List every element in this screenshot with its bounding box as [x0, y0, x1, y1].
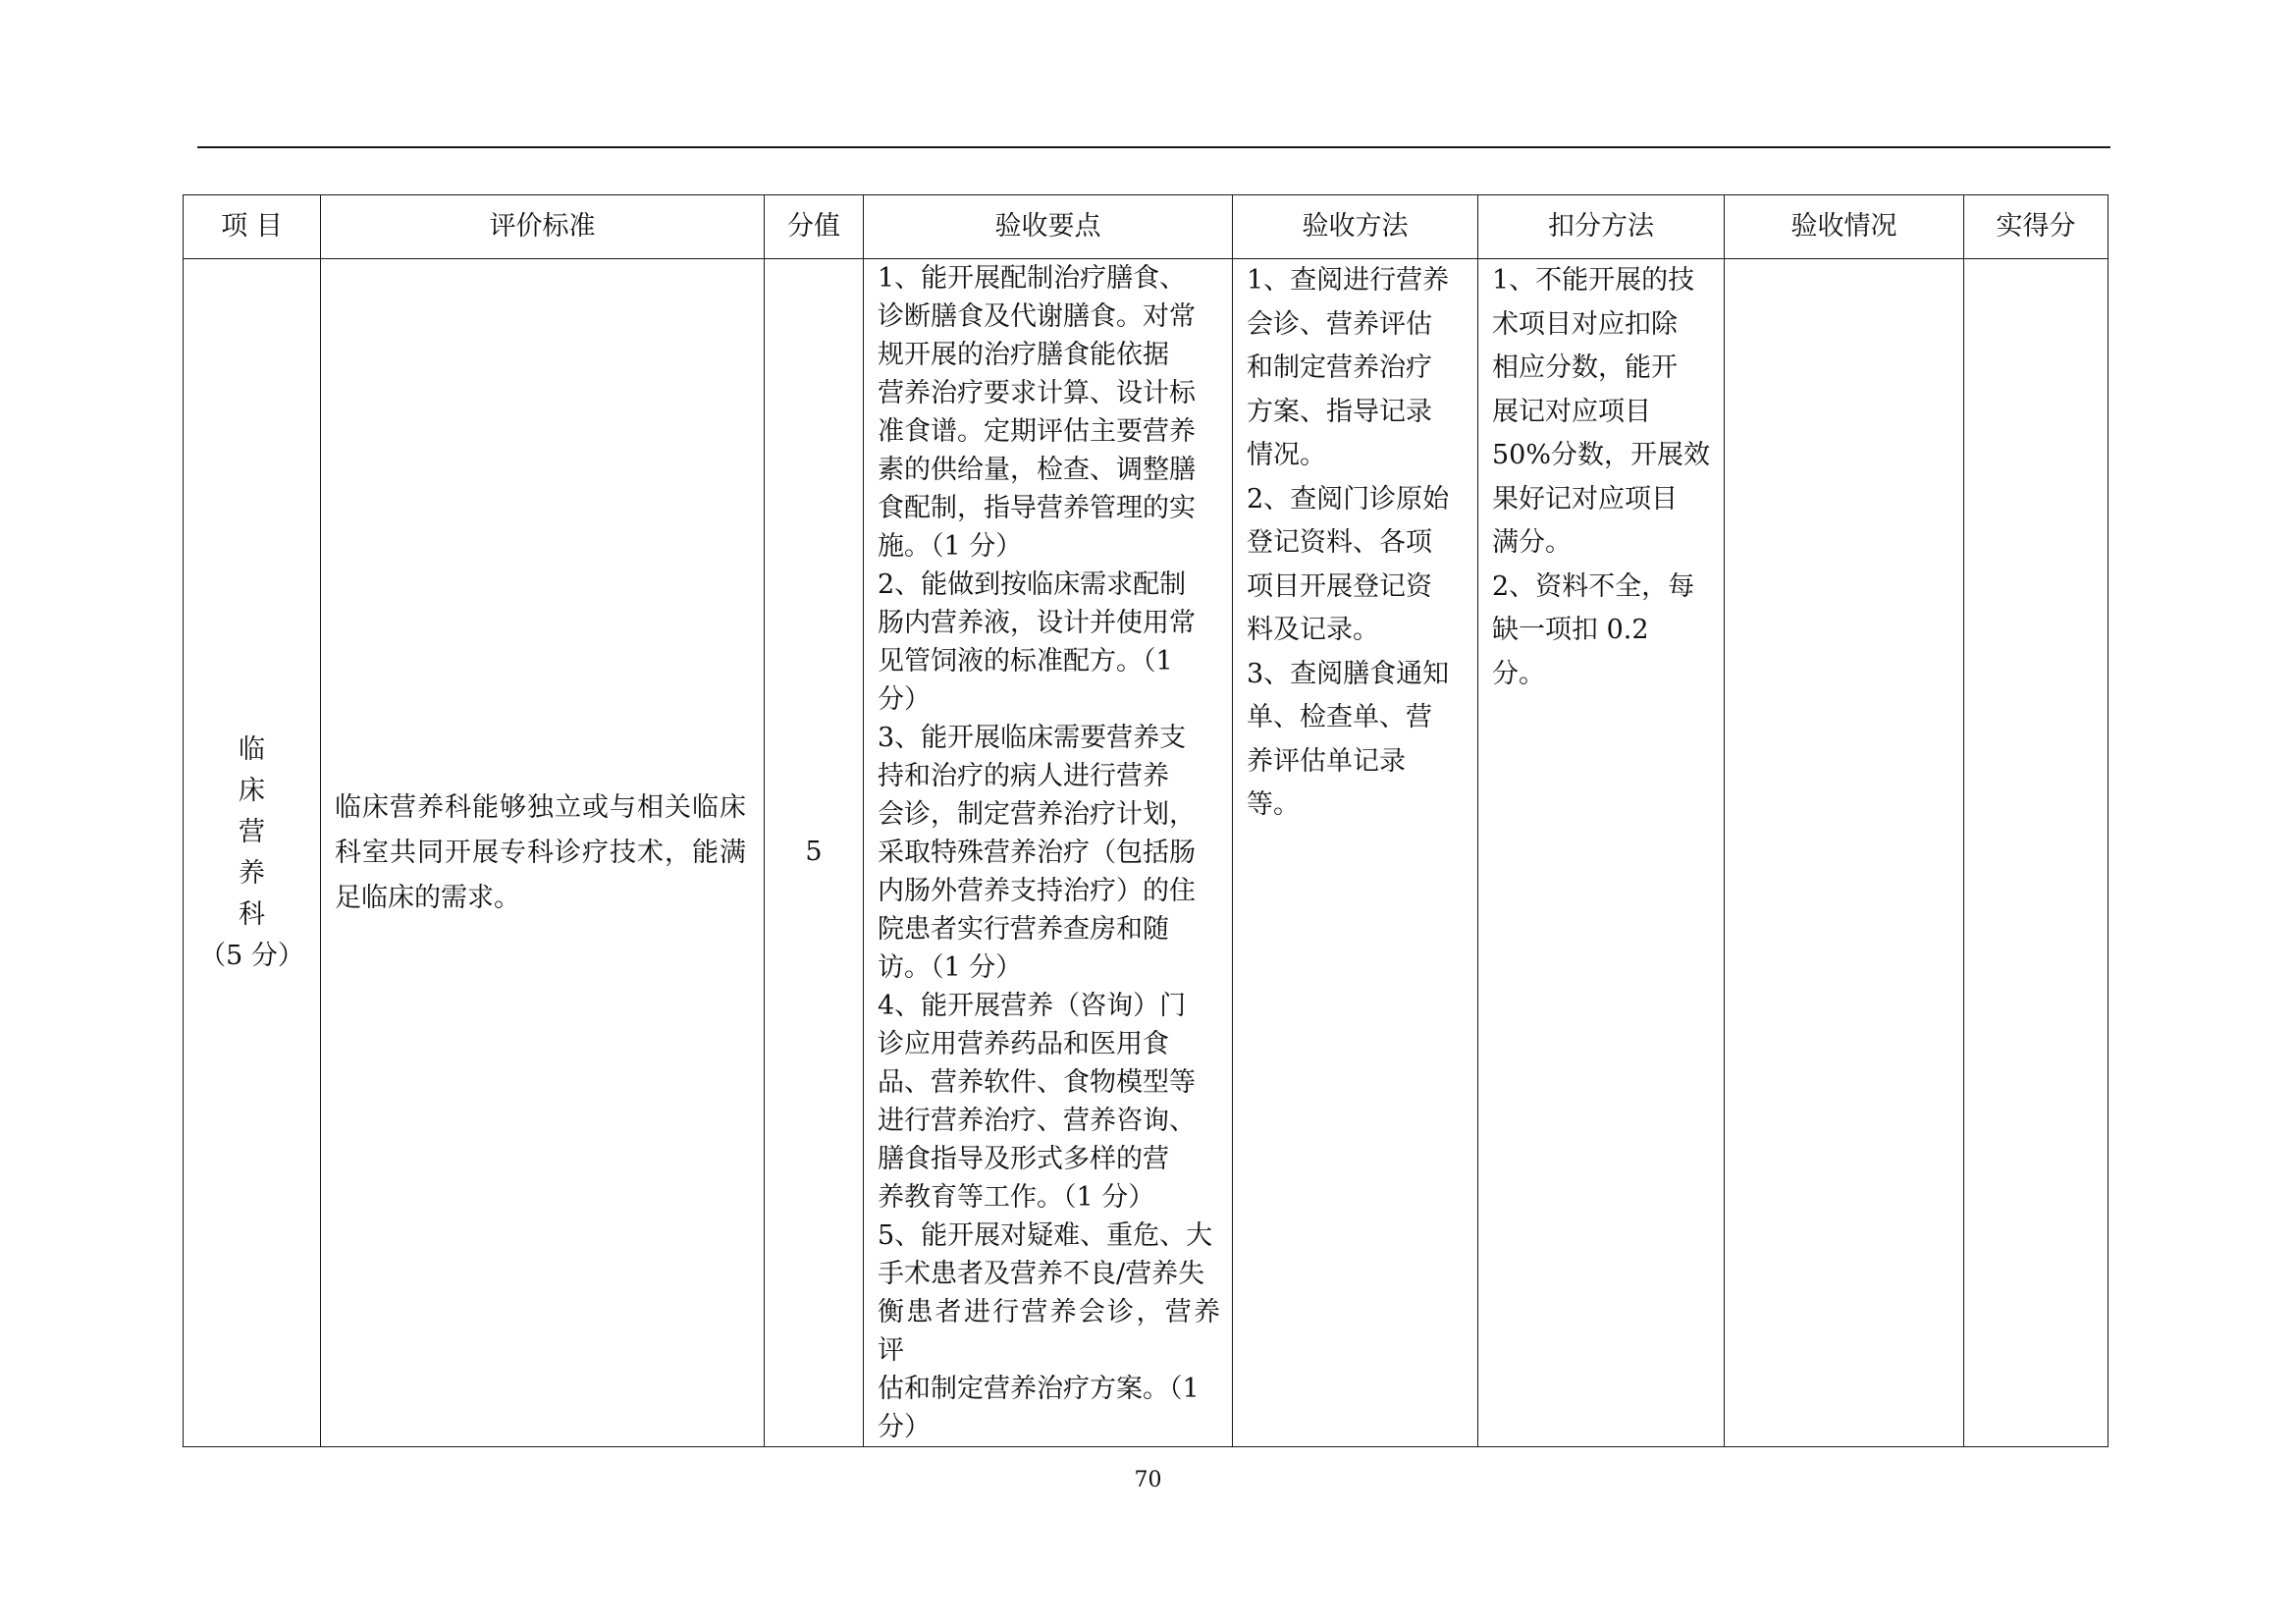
header-item: 项 目 [184, 195, 321, 259]
cell-actual-score[interactable] [1964, 259, 2109, 1447]
header-check-method: 验收方法 [1233, 195, 1478, 259]
cell-deduction-method: 1、不能开展的技 术项目对应扣除 相应分数，能开 展记对应项目 50%分数，开展效 果好记对应项目 满分。 2、资料不全，每 缺一项扣 0.2 分。 [1478, 259, 1725, 1447]
header-deduction-method: 扣分方法 [1478, 195, 1725, 259]
evaluation-table [183, 194, 2109, 1447]
page-number: 70 [1134, 1468, 1162, 1492]
item-name: 临 床 营 养 科 [238, 733, 265, 930]
cell-key-points: 1、能开展配制治疗膳食、 诊断膳食及代谢膳食。对常 规开展的治疗膳食能依据 营养治疗要求计算、设计标 准食谱。定期评估主要营养 素的供给量，检查、调整膳 食配制，指导营养管理的实 施。（1 分） 2、能做到按临床需求配制 肠内营养液，设计并使用常 见管饲液的标准配方。（1 分） 3、能开展临床需要营养支 持和治疗的病人进行营养 会诊，制定营养治疗计划， 采取特殊营养治疗（包括肠 内肠外营养支持治疗）的住 院患者实行营养查房和随 访。（1 分） 4、能开展营养（咨询）门 诊应用营养药品和医用食 品、营养软件、食物模型等 进行营养治疗、营养咨询、 膳食指导及形式多样的营 养教育等工作。（1 分） 5、能开展对疑难、重危、大 手术患者及营养不良/营养失 衡患者进行营养会诊，营养评 估和制定营养治疗方案。（1 分） [864, 259, 1233, 1447]
table-header-row [184, 195, 2109, 259]
item-points: （5 分） [199, 940, 304, 971]
header-score: 分值 [765, 195, 864, 259]
cell-standard: 临床营养科能够独立或与相关临床科室共同开展专科诊疗技术，能满足临床的需求。 [321, 259, 765, 1447]
cell-score: 5 [765, 259, 864, 1447]
header-actual-score: 实得分 [1964, 195, 2109, 259]
header-rule [197, 146, 2110, 148]
header-standard: 评价标准 [321, 195, 765, 259]
cell-check-method: 1、查阅进行营养 会诊、营养评估 和制定营养治疗 方案、指导记录 情况。 2、查阅门诊原始 登记资料、各项 项目开展登记资 料及记录。 3、查阅膳食通知 单、检查单、营 养评估单记录 等。 [1233, 259, 1478, 1447]
header-key-points: 验收要点 [864, 195, 1233, 259]
cell-item [184, 259, 321, 1447]
cell-acceptance-status[interactable] [1725, 259, 1964, 1447]
table-row [184, 259, 2109, 1447]
header-acceptance-status: 验收情况 [1725, 195, 1964, 259]
